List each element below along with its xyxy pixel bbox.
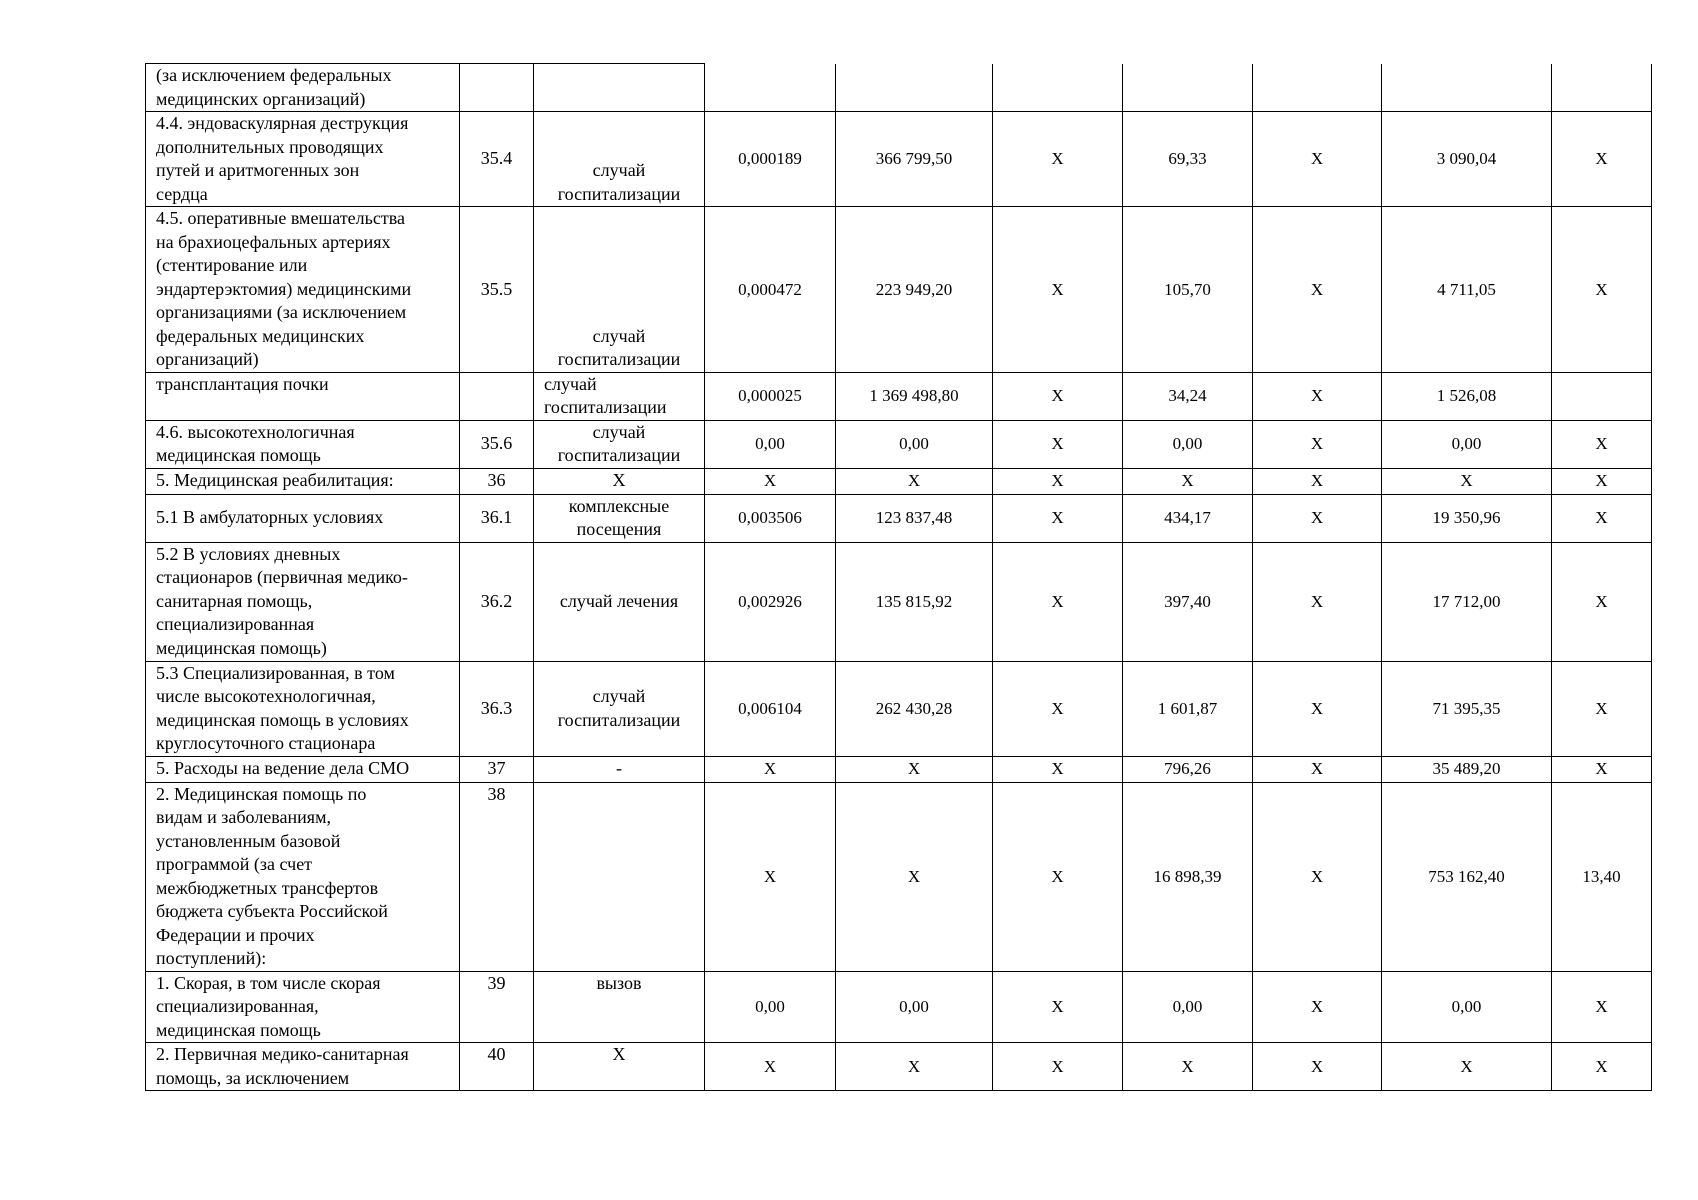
row-value-c8: Х xyxy=(1253,971,1382,1043)
row-name: 5. Расходы на ведение дела СМО xyxy=(146,756,460,782)
row-value-c10: 13,40 xyxy=(1552,782,1652,971)
row-value-c6: Х xyxy=(993,756,1123,782)
row-value-c10: Х xyxy=(1552,756,1652,782)
row-value-c8: Х xyxy=(1253,756,1382,782)
row-value-c10: Х xyxy=(1552,112,1652,207)
row-code xyxy=(460,372,534,420)
row-code: 36.2 xyxy=(460,542,534,661)
row-value-c9: 19 350,96 xyxy=(1382,494,1552,542)
row-value-c6: Х xyxy=(993,372,1123,420)
row-value-c4: 0,003506 xyxy=(705,494,836,542)
row-value-c5: 0,00 xyxy=(836,420,993,468)
row-value-c7: 69,33 xyxy=(1123,112,1253,207)
row-unit: Х xyxy=(534,1043,705,1091)
row-value-c4: Х xyxy=(705,782,836,971)
row-value-c5: 135 815,92 xyxy=(836,542,993,661)
row-value-c10: Х xyxy=(1552,494,1652,542)
row-value-c10: Х xyxy=(1552,542,1652,661)
table-row xyxy=(146,1043,1652,1091)
table-row xyxy=(146,661,1652,756)
row-name: 5.3 Специализированная, в том числе высокотехнологичная, медицинская помощь в условиях круглосуточного стационара xyxy=(146,661,460,756)
row-value-c7 xyxy=(1123,64,1253,112)
table-row xyxy=(146,542,1652,661)
row-value-c6: Х xyxy=(993,112,1123,207)
row-value-c8: Х xyxy=(1253,468,1382,494)
row-value-c9: 1 526,08 xyxy=(1382,372,1552,420)
row-value-c6: Х xyxy=(993,1043,1123,1091)
row-value-c9: 0,00 xyxy=(1382,420,1552,468)
row-name: 4.5. оперативные вмешательства на брахиоцефальных артериях (стентирование или эндартерэктомия) медицинскими организациями (за исключением федеральных медицинских организаций) xyxy=(146,207,460,373)
row-value-c10: Х xyxy=(1552,1043,1652,1091)
row-value-c4: Х xyxy=(705,756,836,782)
table-row xyxy=(146,64,1652,112)
row-value-c4: 0,002926 xyxy=(705,542,836,661)
row-value-c8: Х xyxy=(1253,420,1382,468)
table-row xyxy=(146,207,1652,373)
row-value-c6: Х xyxy=(993,468,1123,494)
row-value-c5: 0,00 xyxy=(836,971,993,1043)
row-value-c7: 796,26 xyxy=(1123,756,1253,782)
row-code: 36 xyxy=(460,468,534,494)
row-name: трансплантация почки xyxy=(146,372,460,420)
row-value-c4: Х xyxy=(705,468,836,494)
row-value-c7: 434,17 xyxy=(1123,494,1253,542)
row-value-c4: 0,000189 xyxy=(705,112,836,207)
row-name: (за исключением федеральных медицинских организаций) xyxy=(146,64,460,112)
row-code: 39 xyxy=(460,971,534,1043)
row-value-c7: Х xyxy=(1123,1043,1253,1091)
row-unit: случай госпитализации xyxy=(534,661,705,756)
row-unit: случай госпитализации xyxy=(534,112,705,207)
row-value-c8: Х xyxy=(1253,1043,1382,1091)
row-value-c9 xyxy=(1382,64,1552,112)
row-value-c10 xyxy=(1552,64,1652,112)
row-value-c6: Х xyxy=(993,542,1123,661)
row-value-c7: 1 601,87 xyxy=(1123,661,1253,756)
row-name: 5.1 В амбулаторных условиях xyxy=(146,494,460,542)
table-row xyxy=(146,112,1652,207)
row-value-c9: 17 712,00 xyxy=(1382,542,1552,661)
row-value-c4: Х xyxy=(705,1043,836,1091)
row-value-c7: Х xyxy=(1123,468,1253,494)
row-value-c8: Х xyxy=(1253,207,1382,373)
row-value-c6 xyxy=(993,64,1123,112)
row-value-c9: 753 162,40 xyxy=(1382,782,1552,971)
row-value-c9: 4 711,05 xyxy=(1382,207,1552,373)
row-name: 2. Медицинская помощь по видам и заболеваниям, установленным базовой программой (за счет межбюджетных трансфертов бюджета субъекта Российской Федерации и прочих поступлений): xyxy=(146,782,460,971)
row-code: 40 xyxy=(460,1043,534,1091)
row-value-c8: Х xyxy=(1253,661,1382,756)
row-code: 35.5 xyxy=(460,207,534,373)
row-value-c4 xyxy=(705,64,836,112)
row-value-c4: 0,006104 xyxy=(705,661,836,756)
row-value-c8: Х xyxy=(1253,372,1382,420)
row-unit xyxy=(534,64,705,112)
row-code: 35.4 xyxy=(460,112,534,207)
row-value-c5: Х xyxy=(836,756,993,782)
row-value-c9: 3 090,04 xyxy=(1382,112,1552,207)
row-value-c10: Х xyxy=(1552,207,1652,373)
row-value-c7: 34,24 xyxy=(1123,372,1253,420)
row-value-c4: 0,000472 xyxy=(705,207,836,373)
row-value-c5: Х xyxy=(836,468,993,494)
row-code: 38 xyxy=(460,782,534,971)
table-row xyxy=(146,971,1652,1043)
table-row xyxy=(146,756,1652,782)
row-value-c10: Х xyxy=(1552,420,1652,468)
row-unit: случай госпитализации xyxy=(534,420,705,468)
row-value-c6: Х xyxy=(993,207,1123,373)
row-name: 2. Первичная медико-санитарная помощь, за исключением xyxy=(146,1043,460,1091)
table-row xyxy=(146,420,1652,468)
row-unit: - xyxy=(534,756,705,782)
row-code xyxy=(460,64,534,112)
row-value-c5: 262 430,28 xyxy=(836,661,993,756)
row-value-c5: Х xyxy=(836,1043,993,1091)
row-value-c10: Х xyxy=(1552,661,1652,756)
row-code: 36.1 xyxy=(460,494,534,542)
row-value-c5: 366 799,50 xyxy=(836,112,993,207)
row-value-c6: Х xyxy=(993,782,1123,971)
row-value-c6: Х xyxy=(993,420,1123,468)
row-unit: комплексные посещения xyxy=(534,494,705,542)
row-value-c8: Х xyxy=(1253,542,1382,661)
row-value-c6: Х xyxy=(993,971,1123,1043)
row-value-c7: 16 898,39 xyxy=(1123,782,1253,971)
row-value-c10 xyxy=(1552,372,1652,420)
row-value-c5: 223 949,20 xyxy=(836,207,993,373)
row-value-c4: 0,00 xyxy=(705,971,836,1043)
row-value-c10: Х xyxy=(1552,468,1652,494)
table-row xyxy=(146,494,1652,542)
table-row xyxy=(146,372,1652,420)
row-value-c7: 105,70 xyxy=(1123,207,1253,373)
row-value-c6: Х xyxy=(993,661,1123,756)
row-code: 37 xyxy=(460,756,534,782)
row-value-c9: 71 395,35 xyxy=(1382,661,1552,756)
row-value-c8: Х xyxy=(1253,782,1382,971)
row-name: 4.6. высокотехнологичная медицинская помощь xyxy=(146,420,460,468)
row-value-c4: 0,00 xyxy=(705,420,836,468)
row-unit: случай госпитализации xyxy=(534,207,705,373)
row-unit xyxy=(534,782,705,971)
row-unit: вызов xyxy=(534,971,705,1043)
row-value-c9: 35 489,20 xyxy=(1382,756,1552,782)
row-value-c5: Х xyxy=(836,782,993,971)
table-row xyxy=(146,782,1652,971)
row-value-c9: Х xyxy=(1382,468,1552,494)
row-value-c8: Х xyxy=(1253,112,1382,207)
row-value-c7: 397,40 xyxy=(1123,542,1253,661)
row-value-c6: Х xyxy=(993,494,1123,542)
row-value-c5 xyxy=(836,64,993,112)
row-name: 1. Скорая, в том числе скорая специализированная, медицинская помощь xyxy=(146,971,460,1043)
table-row xyxy=(146,468,1652,494)
row-value-c5: 123 837,48 xyxy=(836,494,993,542)
row-code: 36.3 xyxy=(460,661,534,756)
row-value-c7: 0,00 xyxy=(1123,420,1253,468)
row-value-c4: 0,000025 xyxy=(705,372,836,420)
row-name: 5. Медицинская реабилитация: xyxy=(146,468,460,494)
row-value-c9: Х xyxy=(1382,1043,1552,1091)
row-value-c10: Х xyxy=(1552,971,1652,1043)
row-name: 5.2 В условиях дневных стационаров (первичная медико- санитарная помощь, специализированная медицинская помощь) xyxy=(146,542,460,661)
row-name: 4.4. эндоваскулярная деструкция дополнительных проводящих путей и аритмогенных зон сердца xyxy=(146,112,460,207)
row-code: 35.6 xyxy=(460,420,534,468)
row-unit: случай госпитализации xyxy=(534,372,705,420)
row-unit: случай лечения xyxy=(534,542,705,661)
row-value-c7: 0,00 xyxy=(1123,971,1253,1043)
row-value-c8: Х xyxy=(1253,494,1382,542)
data-table xyxy=(145,63,1652,1091)
row-value-c9: 0,00 xyxy=(1382,971,1552,1043)
row-unit: Х xyxy=(534,468,705,494)
row-value-c5: 1 369 498,80 xyxy=(836,372,993,420)
row-value-c8 xyxy=(1253,64,1382,112)
